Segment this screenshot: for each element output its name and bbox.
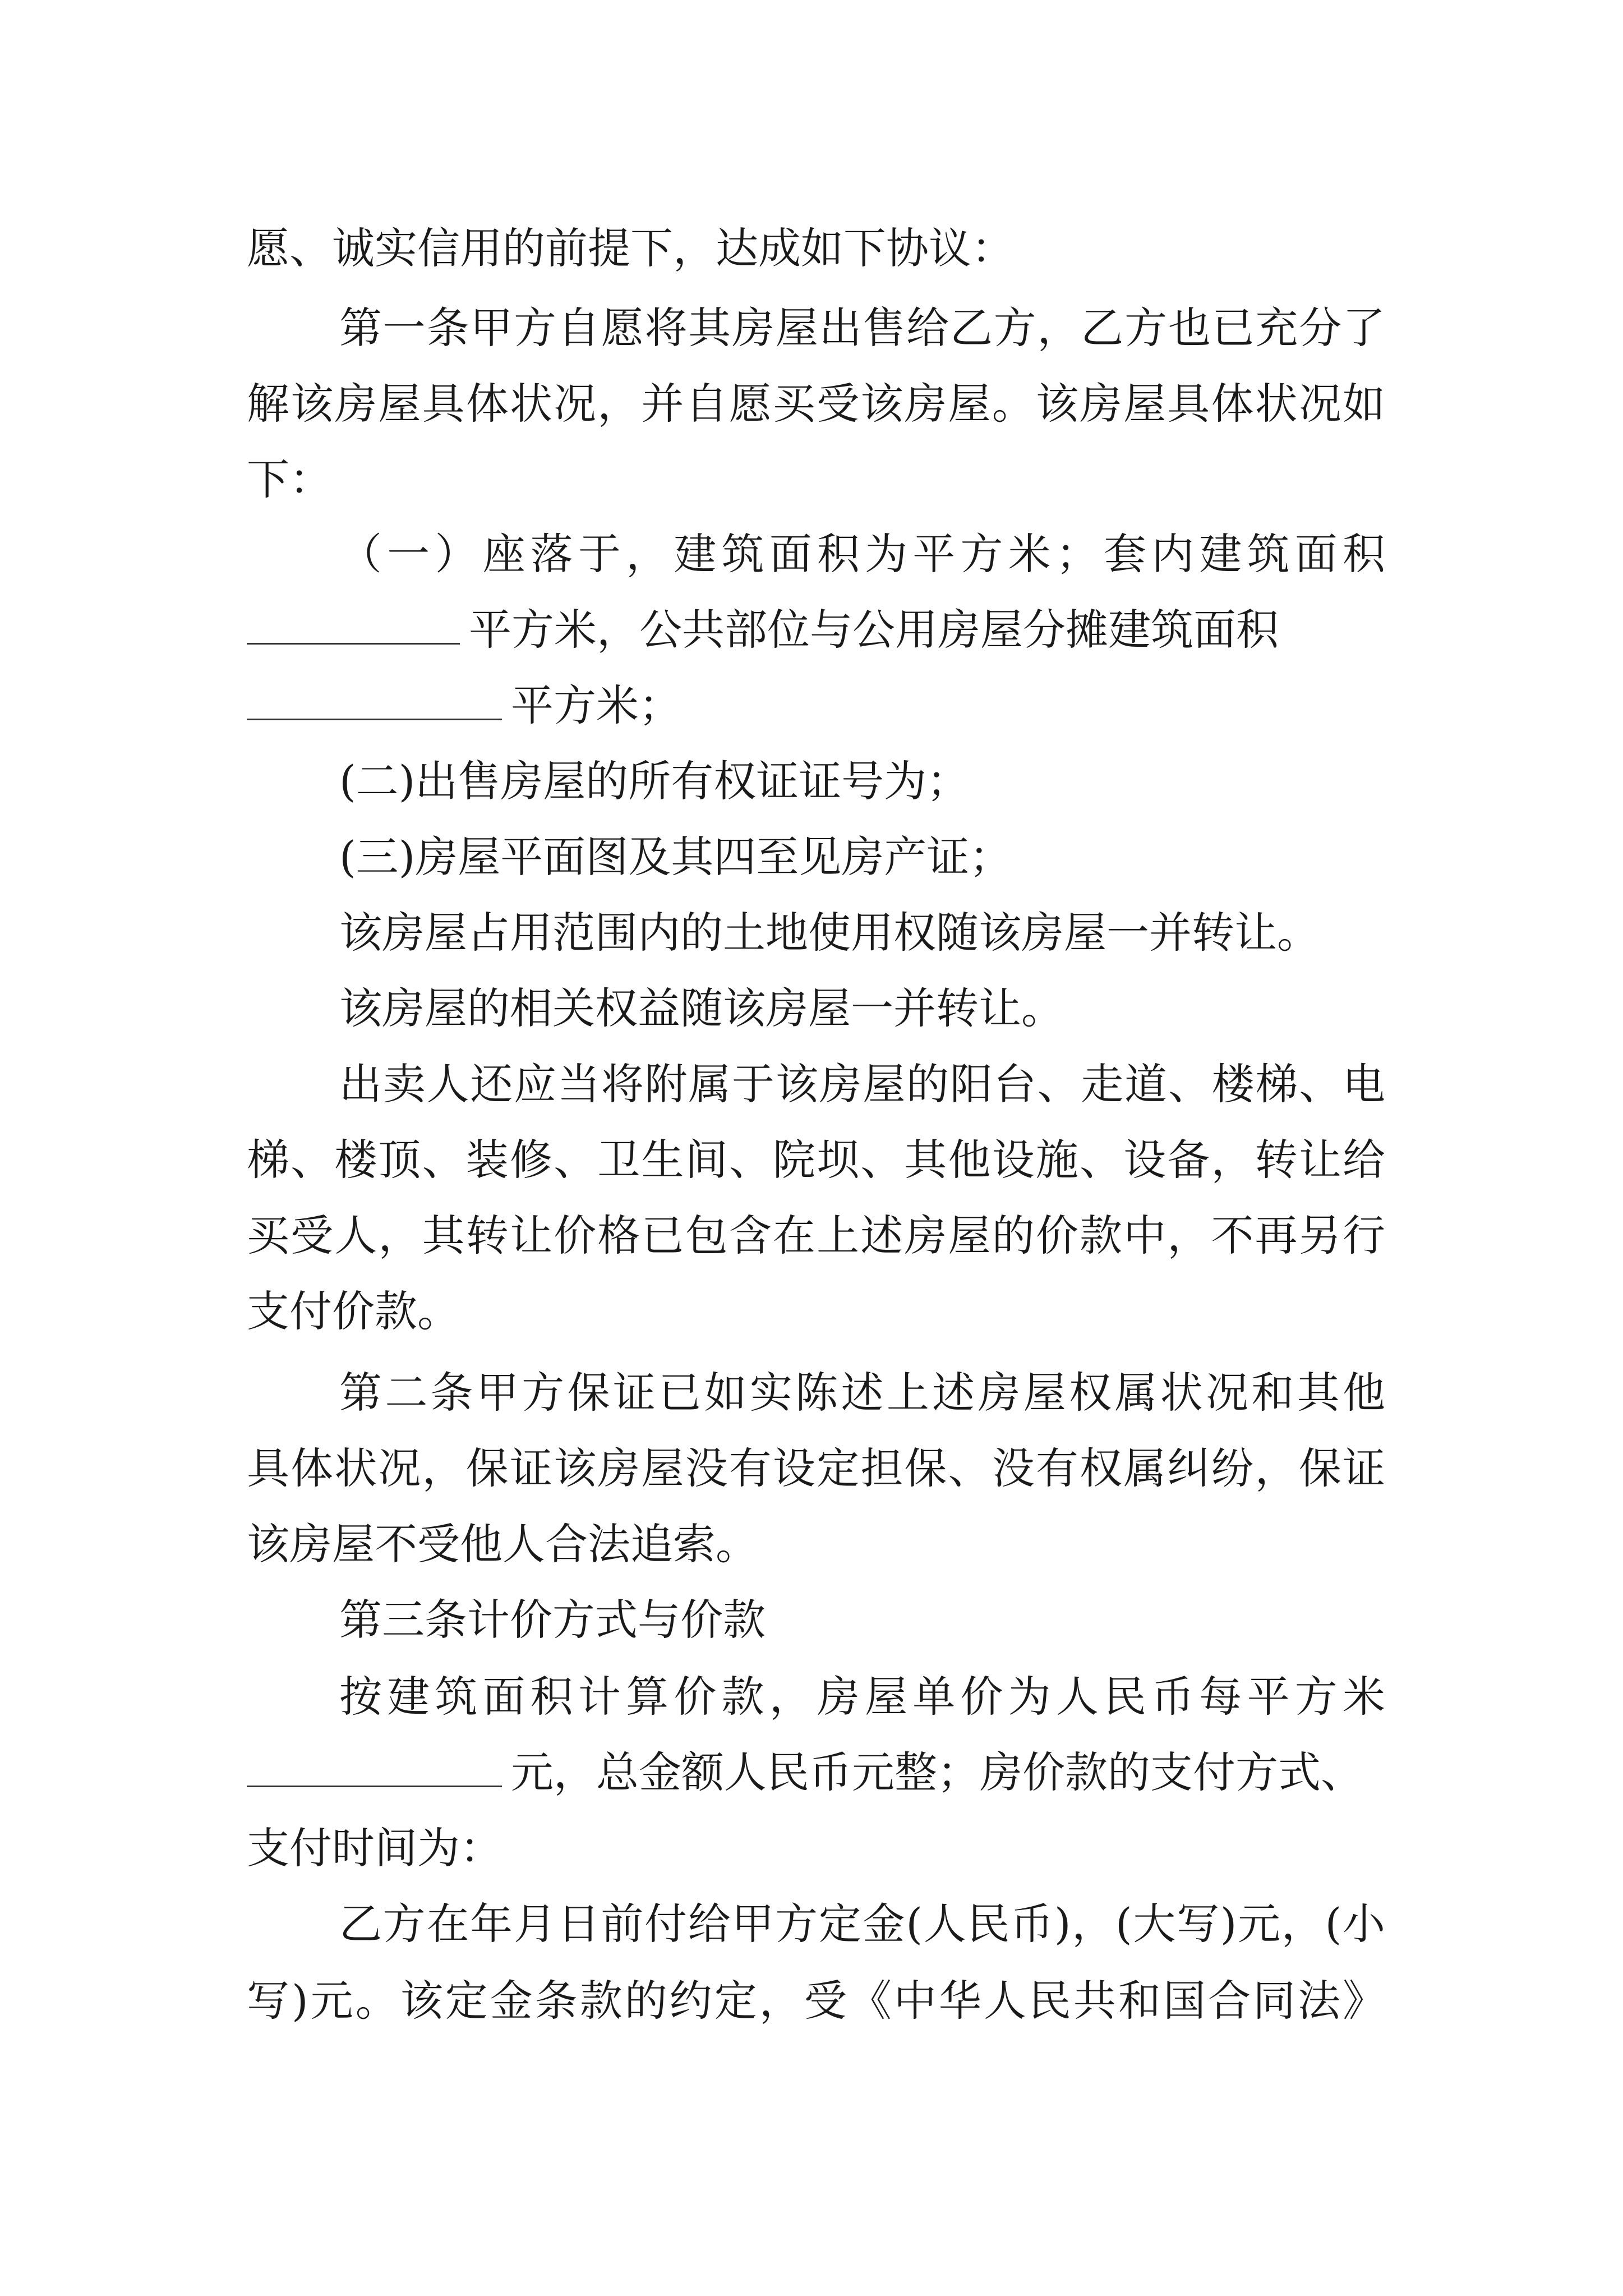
text-segment: 平方米； xyxy=(511,680,681,730)
text-line: 买受人，其转让价格已包含在上述房屋的价款中，不再另行 xyxy=(247,1211,1385,1260)
fill-in-blank xyxy=(247,609,460,645)
text-line: 该房屋占用范围内的土地使用权随该房屋一并转让。 xyxy=(339,908,1320,958)
text-segment: 平方米，公共部位与公用房屋分摊建筑面积 xyxy=(469,605,1279,655)
text-line-with-blank xyxy=(247,1742,1385,1803)
text-line: 出卖人还应当将附属于该房屋的阳台、走道、楼梯、电 xyxy=(339,1059,1385,1109)
text-line: 解该房屋具体状况，并自愿买受该房屋。该房屋具体状况如 xyxy=(247,379,1385,429)
text-line: 乙方在年月日前付给甲方定金(人民币)，(大写)元，(小 xyxy=(339,1899,1385,1949)
text-line: 该房屋的相关权益随该房屋一并转让。 xyxy=(339,983,1064,1033)
text-line: 梯、楼顶、装修、卫生间、院坝、其他设施、设备，转让给 xyxy=(247,1135,1385,1185)
text-line: 写)元。该定金条款的约定，受《中华人民共和国合同法》 xyxy=(247,1976,1385,2026)
fill-in-blank xyxy=(247,685,502,720)
text-line: (二)出售房屋的所有权证证号为； xyxy=(339,756,970,806)
text-line: 下： xyxy=(247,454,332,504)
text-line-with-blank xyxy=(247,675,1385,737)
text-line: 按建筑面积计算价款，房屋单价为人民币每平方米 xyxy=(339,1672,1385,1722)
text-line: 支付价款。 xyxy=(247,1286,460,1336)
text-line: 愿、诚实信用的前提下，达成如下协议： xyxy=(247,223,1014,273)
text-line: (三)房屋平面图及其四至见房产证； xyxy=(339,832,1012,882)
text-line: 具体状况，保证该房屋没有设定担保、没有权属纠纷，保证 xyxy=(247,1443,1385,1493)
fill-in-blank xyxy=(247,1752,502,1787)
text-line: 第三条计价方式与价款 xyxy=(339,1595,766,1645)
text-segment: 元，总金额人民币元整；房价款的支付方式、 xyxy=(511,1747,1363,1797)
text-line-with-blank xyxy=(247,599,1385,661)
text-line: 该房屋不受他人合法追索。 xyxy=(247,1519,758,1569)
text-line: 支付时间为： xyxy=(247,1823,502,1873)
text-line: 第一条甲方自愿将其房屋出售给乙方，乙方也已充分了 xyxy=(339,303,1385,353)
text-line: （一）座落于，建筑面积为平方米；套内建筑面积 xyxy=(339,529,1385,579)
text-line: 第二条甲方保证已如实陈述上述房屋权属状况和其他 xyxy=(339,1368,1385,1418)
